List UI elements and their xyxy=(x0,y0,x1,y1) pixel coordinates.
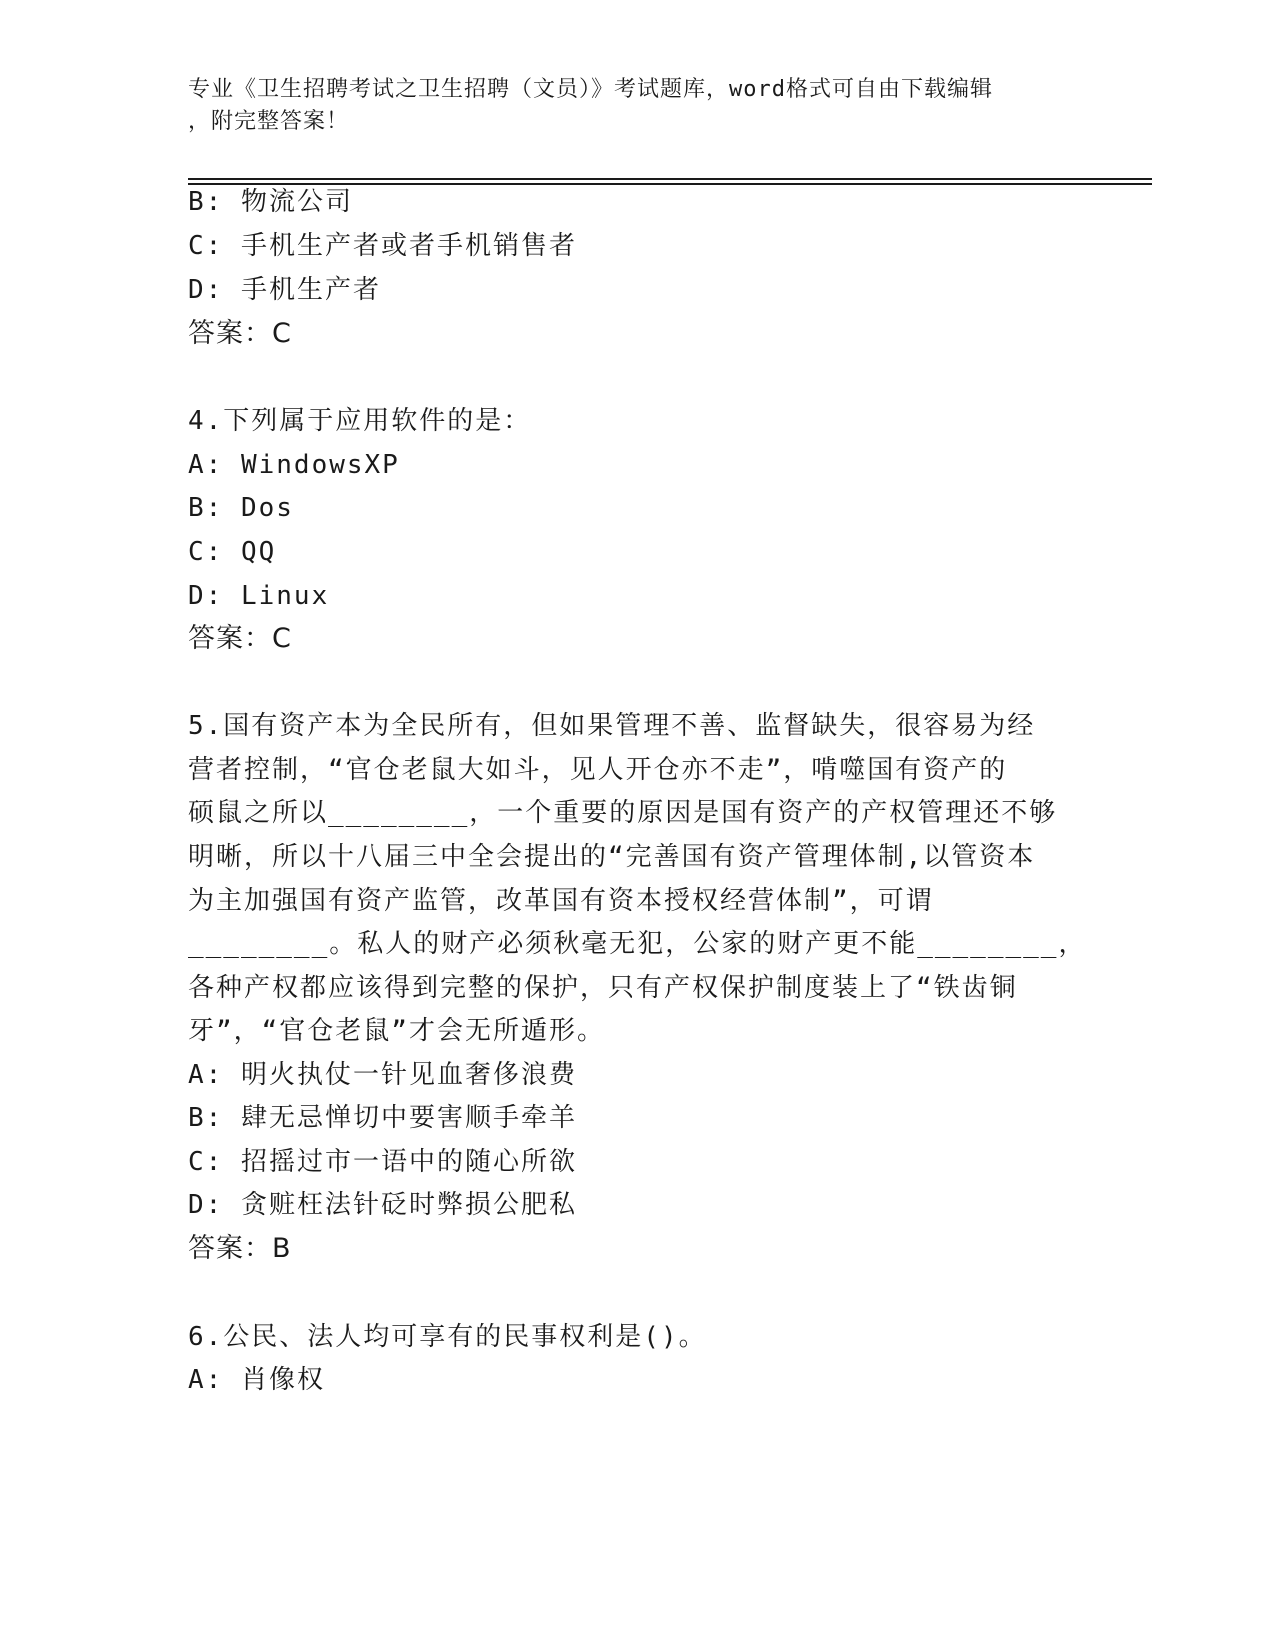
q5-option-d: D: 贪赃枉法针砭时弊损公肥私 xyxy=(188,1190,577,1220)
q4-question: 4.下列属于应用软件的是： xyxy=(188,406,532,436)
q6-option-a: A: 肖像权 xyxy=(188,1365,325,1395)
header-line-1: 专业《卫生招聘考试之卫生招聘（文员）》考试题库，word格式可自由下载编辑 xyxy=(188,77,993,102)
q5-question-line-6: ________。私人的财产必须秋毫无犯，公家的财产更不能________， xyxy=(188,929,1087,959)
q5-question-line-2: 营者控制，“官仓老鼠大如斗，见人开仓亦不走”，啃噬国有资产的 xyxy=(188,755,1008,785)
q6-question: 6.公民、法人均可享有的民事权利是()。 xyxy=(188,1322,707,1352)
document-header xyxy=(188,74,1068,138)
q5-question-line-1: 5.国有资产本为全民所有，但如果管理不善、监督缺失，很容易为经 xyxy=(188,711,1036,741)
q4-answer: 答案：C xyxy=(188,623,292,654)
q5-option-a: A: 明火执仗一针见血奢侈浪费 xyxy=(188,1060,577,1090)
q4-option-b: B: Dos xyxy=(188,493,294,523)
q3-option-d: D: 手机生产者 xyxy=(188,275,381,305)
q5-question-line-4: 明晰，所以十八届三中全会提出的“完善国有资产管理体制,以管资本 xyxy=(188,842,1036,872)
q5-question-line-3: 硕鼠之所以________，一个重要的原因是国有资产的产权管理还不够 xyxy=(188,798,1058,828)
q4-option-a: A: WindowsXP xyxy=(188,450,400,480)
q5-question-line-8: 牙”，“官仓老鼠”才会无所遁形。 xyxy=(188,1016,605,1046)
q3-option-b: B: 物流公司 xyxy=(188,187,353,217)
q5-question-line-7: 各种产权都应该得到完整的保护，只有产权保护制度装上了“铁齿铜 xyxy=(188,973,1018,1003)
q5-answer: 答案：B xyxy=(188,1233,292,1264)
q3-option-c: C: 手机生产者或者手机销售者 xyxy=(188,231,577,261)
q4-option-c: C: QQ xyxy=(188,537,277,567)
q3-answer: 答案：C xyxy=(188,318,292,349)
q4-option-d: D: Linux xyxy=(188,581,330,611)
q5-question-line-5: 为主加强国有资产监管，改革国有资本授权经营体制”，可谓 xyxy=(188,886,934,916)
q5-option-b: B: 肆无忌惮切中要害顺手牵羊 xyxy=(188,1103,577,1133)
header-rule-top xyxy=(188,178,1152,180)
q5-option-c: C: 招摇过市一语中的随心所欲 xyxy=(188,1147,577,1177)
header-line-2: ，附完整答案！ xyxy=(188,109,350,134)
